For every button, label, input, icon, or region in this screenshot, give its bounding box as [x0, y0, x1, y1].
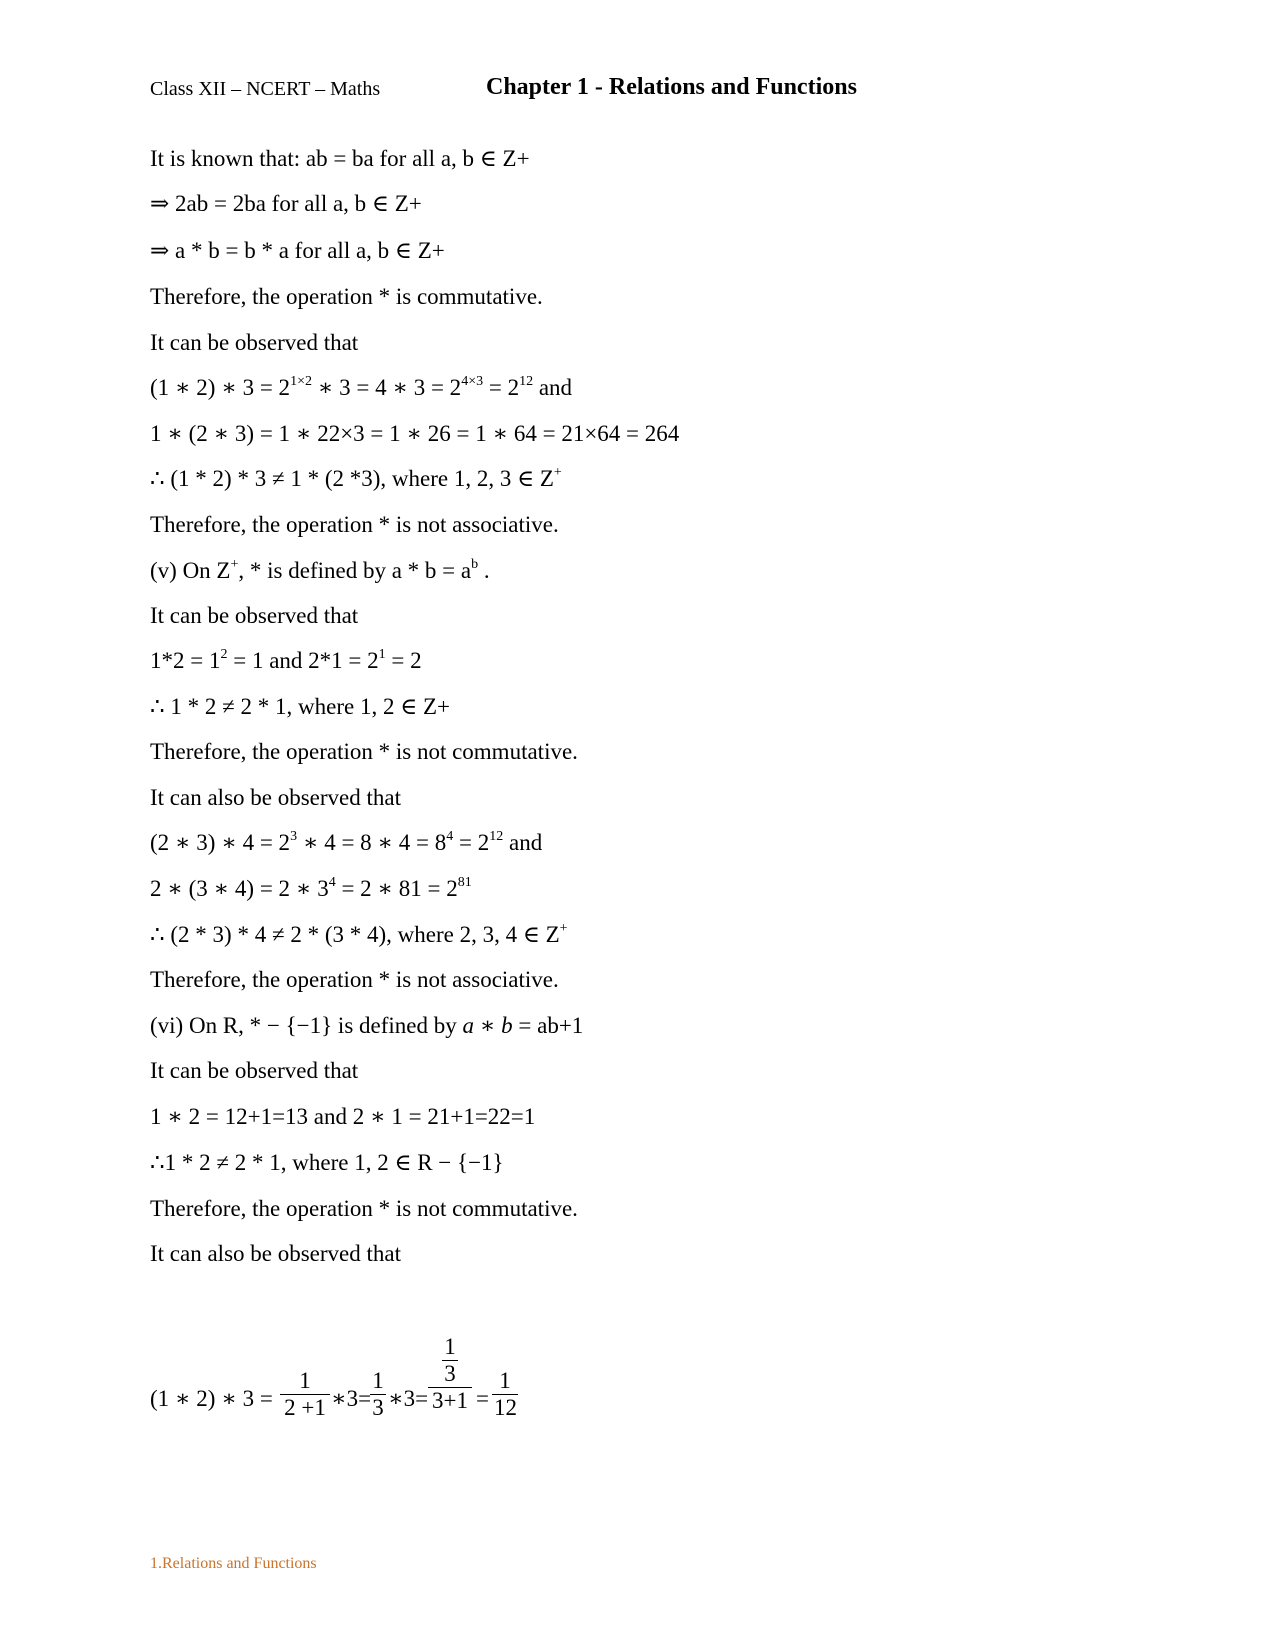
math-line: 1 ∗ (2 ∗ 3) = 1 ∗ 22×3 = 1 ∗ 26 = 1 ∗ 64 = 21×64 = 264 [150, 421, 680, 446]
fraction [370, 1368, 386, 1421]
math-text: 1*2 = 1 [150, 648, 221, 673]
math-line [150, 876, 472, 902]
superscript: 2 [220, 647, 228, 662]
math-variable: b [501, 1013, 513, 1038]
superscript: 12 [489, 829, 504, 844]
inner-fraction [442, 1334, 458, 1387]
math-variable: a [462, 1013, 474, 1038]
text-line: Therefore, the operation * is not associative. [150, 967, 559, 992]
math-text: = ab+1 [512, 1013, 584, 1038]
math-line: 1 ∗ 2 = 12+1=13 and 2 ∗ 1 = 21+1=22=1 [150, 1104, 536, 1129]
compound-fraction [428, 1334, 472, 1414]
math-text: ∗3= [388, 1386, 429, 1411]
math-text: = 2 [453, 830, 490, 855]
math-text: and [503, 830, 543, 855]
superscript: 81 [457, 875, 472, 890]
math-line [150, 922, 568, 948]
text-line: It can be observed that [150, 603, 359, 628]
text-line: It can be observed that [150, 1058, 359, 1083]
fraction-equation [150, 1334, 750, 1456]
math-line [150, 1013, 583, 1039]
math-line: ∴ 1 * 2 ≠ 2 * 1, where 1, 2 ∈ Z+ [150, 694, 450, 719]
math-text: , * is defined by a * b = a [238, 558, 472, 583]
math-text: ∗ [474, 1013, 502, 1038]
superscript: + [553, 465, 562, 480]
fraction-numerator: 1 [372, 1368, 384, 1393]
math-text: (2 ∗ 3) ∗ 4 = 2 [150, 830, 291, 855]
math-text: and [533, 375, 573, 400]
superscript: + [559, 921, 568, 936]
math-line [150, 466, 562, 492]
superscript: 1×2 [290, 374, 312, 389]
fraction-numerator: 1 [299, 1368, 311, 1393]
math-text: ∗ 3 = 4 ∗ 3 = 2 [311, 375, 462, 400]
math-text: = 1 and 2*1 = 2 [227, 648, 379, 673]
text-line: Therefore, the operation * is not associative. [150, 512, 559, 537]
math-line [150, 830, 542, 856]
math-text: 2 ∗ (3 ∗ 4) = 2 ∗ 3 [150, 876, 329, 901]
math-line [150, 648, 422, 674]
math-text: (vi) On R, * − {−1} is defined by [150, 1013, 463, 1038]
header-chapter-title: Chapter 1 - Relations and Functions [486, 74, 857, 100]
fraction-denominator: 2 +1 [284, 1395, 326, 1420]
math-text: = 2 [483, 375, 520, 400]
fraction-denominator: 3 [372, 1395, 384, 1420]
text-line: It can be observed that [150, 330, 359, 355]
fraction-denominator: 3+1 [432, 1388, 468, 1413]
superscript: 12 [519, 374, 534, 389]
fraction-denominator: 12 [494, 1395, 517, 1420]
text-line: ⇒ a * b = b * a for all a, b ∈ Z+ [150, 238, 445, 263]
superscript: + [230, 557, 239, 572]
text-line: ⇒ 2ab = 2ba for all a, b ∈ Z+ [150, 191, 422, 216]
text-line: Therefore, the operation * is commutative. [150, 284, 543, 309]
math-text: ∗ 4 = 8 ∗ 4 = 8 [297, 830, 447, 855]
text-line: It is known that: ab = ba for all a, b ∈ Z+ [150, 146, 530, 171]
math-line [150, 558, 490, 584]
text-line: It can also be observed that [150, 1241, 401, 1266]
footer-chapter-label: 1.Relations and Functions [150, 1555, 317, 1572]
math-text: = 2 [385, 648, 422, 673]
math-text: . [478, 558, 490, 583]
math-line: ∴1 * 2 ≠ 2 * 1, where 1, 2 ∈ R − {−1} [150, 1150, 504, 1175]
math-text: ∴ (2 * 3) * 4 ≠ 2 * (3 * 4), where 2, 3, 4 ∈ Z [150, 922, 560, 947]
superscript: 4 [328, 875, 336, 890]
superscript: 4×3 [461, 374, 484, 389]
superscript: 1 [378, 647, 386, 662]
fraction [280, 1368, 330, 1421]
superscript: 4 [446, 829, 454, 844]
text-line: Therefore, the operation * is not commutative. [150, 1196, 578, 1221]
math-text: = 2 ∗ 81 = 2 [335, 876, 458, 901]
math-text: = [476, 1386, 489, 1411]
math-text: ∴ (1 * 2) * 3 ≠ 1 * (2 *3), where 1, 2, 3 ∈ Z [150, 466, 554, 491]
math-line [150, 375, 572, 401]
fraction [492, 1368, 518, 1421]
fraction-denominator: 3 [444, 1361, 456, 1386]
header-course: Class XII – NCERT – Maths [150, 78, 381, 100]
text-line: Therefore, the operation * is not commutative. [150, 739, 578, 764]
text-line: It can also be observed that [150, 785, 401, 810]
superscript: 3 [290, 829, 298, 844]
math-text: (1 ∗ 2) ∗ 3 = [150, 1386, 273, 1411]
math-text: ∗3= [331, 1386, 372, 1411]
fraction-numerator: 1 [444, 1334, 456, 1359]
math-text: (1 ∗ 2) ∗ 3 = 2 [150, 375, 291, 400]
math-text: (v) On Z [150, 558, 231, 583]
fraction-numerator: 1 [499, 1368, 511, 1393]
superscript: b [471, 557, 479, 572]
